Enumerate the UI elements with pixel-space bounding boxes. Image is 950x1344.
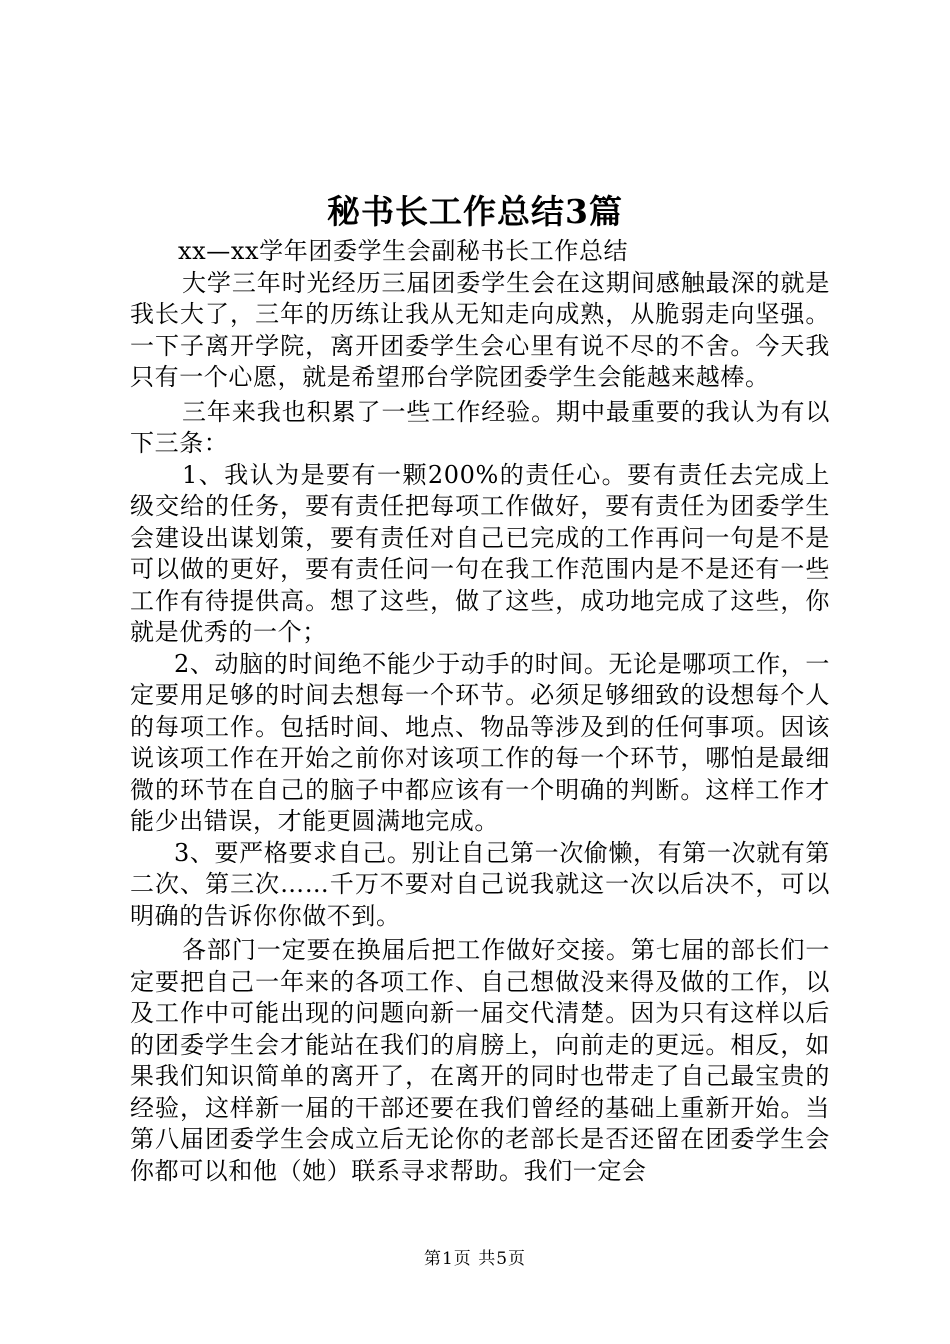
page-number-footer: 第1页 共5页 <box>423 1249 527 1269</box>
paragraph-point-3: 3、要严格要求自己。别让自己第一次偷懒，有第一次就有第二次、第三次……千万不要对自己说我就这一次以后决不，可以明确的告诉你你做不到。 <box>130 838 830 930</box>
paragraph-intro: 大学三年时光经历三届团委学生会在这期间感触最深的就是我长大了，三年的历练让我从无知走向成熟，从脆弱走向坚强。一下子离开学院，离开团委学生会心里有说不尽的不舍。今天我只有一个心愿，就是希望邢台学院团委学生会能越来越棒。 <box>130 268 830 391</box>
document-title: 秘书长工作总结3篇 <box>327 192 623 231</box>
paragraph-experience: 三年来我也积累了一些工作经验。期中最重要的我认为有以下三条： <box>130 397 830 457</box>
document-body <box>130 236 830 1187</box>
document-subtitle: xx—xx学年团委学生会副秘书长工作总结 <box>178 237 629 265</box>
paragraph-point-1: 1、我认为是要有一颗200%的责任心。要有责任去完成上级交给的任务，要有责任把每项工作做好，要有责任为团委学生会建设出谋划策，要有责任对自己已完成的工作再问一句是不是可以做的更好，要有责任问一句在我工作范围内是不是还有一些工作有待提供高。想了这些，做了这些，成功地完成了这些，你就是优秀的一个； <box>130 460 830 646</box>
paragraph-handover: 各部门一定要在换届后把工作做好交接。第七届的部长们一定要把自己一年来的各项工作、自己想做没来得及做的工作，以及工作中可能出现的问题向新一届交代清楚。因为只有这样以后的团委学生会才能站在我们的肩膀上，向前走的更远。相反，如果我们知识简单的离开了，在离开的同时也带走了自己最宝贵的经验，这样新一届的干部还要在我们曾经的基础上重新开始。当第八届团委学生会成立后无论你的老部长是否还留在团委学生会你都可以和他（她）联系寻求帮助。我们一定会 <box>130 936 830 1185</box>
paragraph-point-2: 2、动脑的时间绝不能少于动手的时间。无论是哪项工作，一定要用足够的时间去想每一个环节。必须足够细致的设想每个人的每项工作。包括时间、地点、物品等涉及到的任何事项。因该说该项工作在开始之前你对该项工作的每一个环节，哪怕是最细微的环节在自己的脑子中都应该有一个明确的判断。这样工作才能少出错误，才能更圆满地完成。 <box>130 649 830 835</box>
